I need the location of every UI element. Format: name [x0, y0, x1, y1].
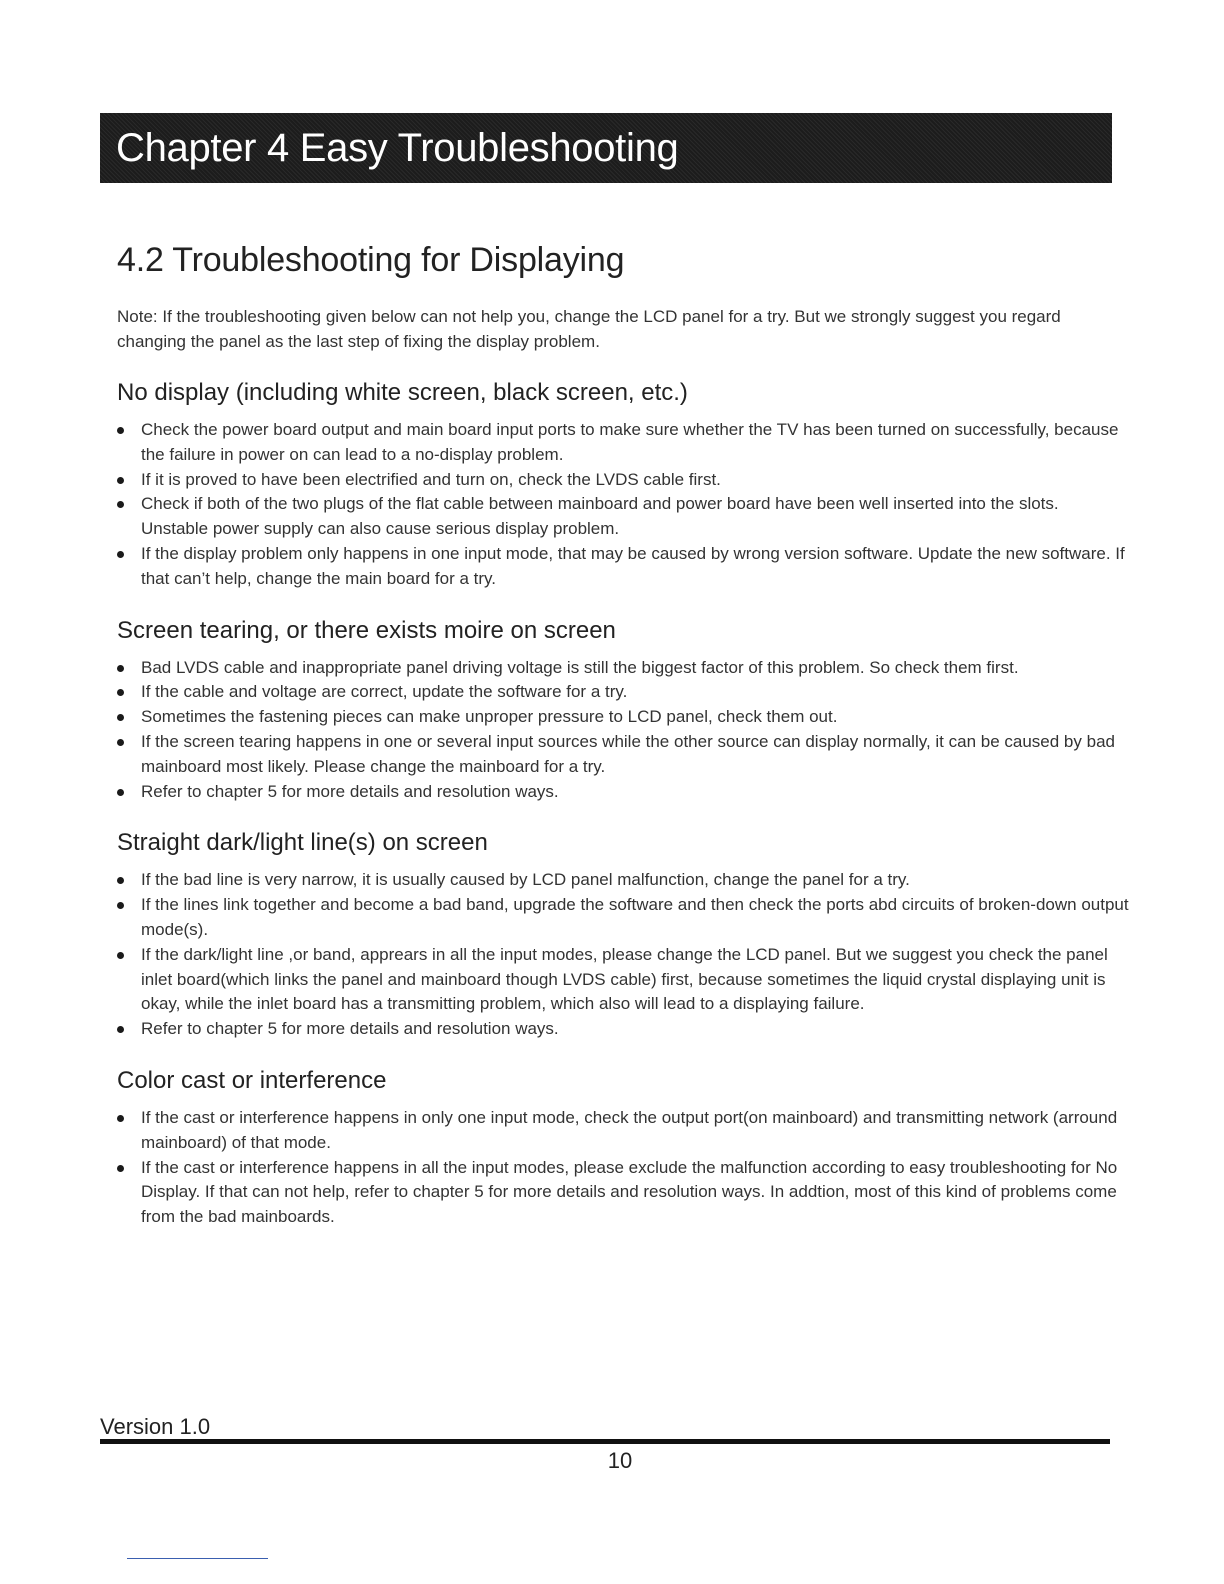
list-item [117, 492, 1129, 542]
bullet-icon [117, 551, 124, 558]
list-item-text: Refer to chapter 5 for more details and resolution ways. [141, 1019, 559, 1039]
list-item [117, 705, 1129, 730]
list-item [117, 943, 1129, 1017]
bullet-list [117, 418, 1129, 592]
list-item-text: If the dark/light line ,or band, apprears in all the input modes, please change the LCD panel. But we suggest you check the panel inlet board(which links the panel and mainboard though LVDS cable) first, because sometimes the liquid crystal displaying unit is okay, while the inlet board has a transmitting problem, which also will lead to a displaying failure. [141, 944, 1108, 1014]
list-item [117, 868, 1129, 893]
page-number: 10 [607, 1448, 633, 1473]
bullet-icon [117, 1165, 124, 1172]
chapter-banner [100, 113, 1112, 183]
list-item [117, 680, 1129, 705]
list-item [117, 542, 1129, 592]
bullet-icon [117, 689, 124, 696]
list-item-text: If the bad line is very narrow, it is usually caused by LCD panel malfunction, change the panel for a try. [141, 870, 910, 890]
list-item [117, 1106, 1129, 1156]
list-item-text: If the cable and voltage are correct, update the software for a try. [141, 682, 628, 702]
list-item-text: Bad LVDS cable and inappropriate panel driving voltage is still the biggest factor of this problem. So check them first. [141, 657, 1019, 677]
footer-divider [100, 1439, 1110, 1444]
list-item [117, 468, 1129, 493]
section-title: 4.2 Troubleshooting for Displaying [117, 241, 625, 279]
list-item-text: Check the power board output and main board input ports to make sure whether the TV has been turned on successfully, because the failure in power on can lead to a no-display problem. [141, 420, 1119, 464]
bullet-icon [117, 739, 124, 746]
list-item-text: If the cast or interference happens in all the input modes, please exclude the malfunction according to easy troubleshooting for No Display. If that can not help, refer to chapter 5 for more details and resolution ways. In addtion, most of this kind of problems come from the bad mainboards. [141, 1157, 1118, 1227]
list-item [117, 1017, 1129, 1042]
list-item-text: If the lines link together and become a bad band, upgrade the software and then check the ports abd circuits of broken-down output mode(s). [141, 895, 1129, 939]
subsection-title: Straight dark/light line(s) on screen [117, 829, 488, 857]
bullet-icon [117, 665, 124, 672]
bullet-icon [117, 952, 124, 959]
subsection-straight-lines [117, 826, 1129, 1042]
bullet-icon [117, 789, 124, 796]
subsection-title: No display (including white screen, black screen, etc.) [117, 379, 688, 406]
bullet-icon [117, 1115, 124, 1122]
list-item-text: Refer to chapter 5 for more details and resolution ways. [141, 781, 559, 801]
list-item [117, 418, 1129, 468]
subsection-title: Screen tearing, or there exists moire on screen [117, 616, 616, 644]
list-item [117, 730, 1129, 780]
section-note: Note: If the troubleshooting given below can not help you, change the LCD panel for a try. But we strongly suggest you regard changing the panel as the last step of fixing the display problem. [117, 307, 1061, 351]
bullet-icon [117, 877, 124, 884]
footnote-divider [127, 1558, 268, 1559]
list-item [117, 893, 1129, 943]
list-item [117, 656, 1129, 681]
list-item-text: If the display problem only happens in one input mode, that may be caused by wrong version software. Update the new software. If that can’t help, change the main board for a try. [141, 543, 1125, 588]
subsection-no-display [117, 376, 1129, 592]
bullet-icon [117, 902, 124, 909]
bullet-icon [117, 1026, 124, 1033]
version-label: Version 1.0 [100, 1414, 211, 1439]
list-item-text: If the screen tearing happens in one or several input sources while the other source can display normally, it can be caused by bad mainboard most likely. Please change the mainboard for a try. [141, 731, 1115, 776]
list-item-text: Check if both of the two plugs of the flat cable between mainboard and power board have been well inserted into the slots. Unstable power supply can also cause serious display problem. [141, 494, 1059, 539]
list-item-text: Sometimes the fastening pieces can make unproper pressure to LCD panel, check them out. [141, 707, 838, 727]
bullet-icon [117, 714, 124, 721]
bullet-list [117, 868, 1129, 1042]
bullet-list [117, 1106, 1129, 1230]
list-item [117, 780, 1129, 805]
bullet-icon [117, 501, 124, 508]
bullet-list [117, 656, 1129, 805]
chapter-title: Chapter 4 Easy Troubleshooting [116, 126, 679, 170]
page-content [117, 238, 1129, 1230]
subsection-screen-tearing [117, 614, 1129, 805]
bullet-icon [117, 477, 124, 484]
list-item-text: If it is proved to have been electrified and turn on, check the LVDS cable first. [141, 469, 721, 489]
subsection-title: Color cast or interference [117, 1066, 387, 1094]
subsection-color-cast [117, 1064, 1129, 1230]
bullet-icon [117, 427, 124, 434]
list-item-text: If the cast or interference happens in only one input mode, check the output port(on mainboard) and transmitting network (arround mainboard) of that mode. [141, 1107, 1118, 1152]
list-item [117, 1156, 1129, 1230]
